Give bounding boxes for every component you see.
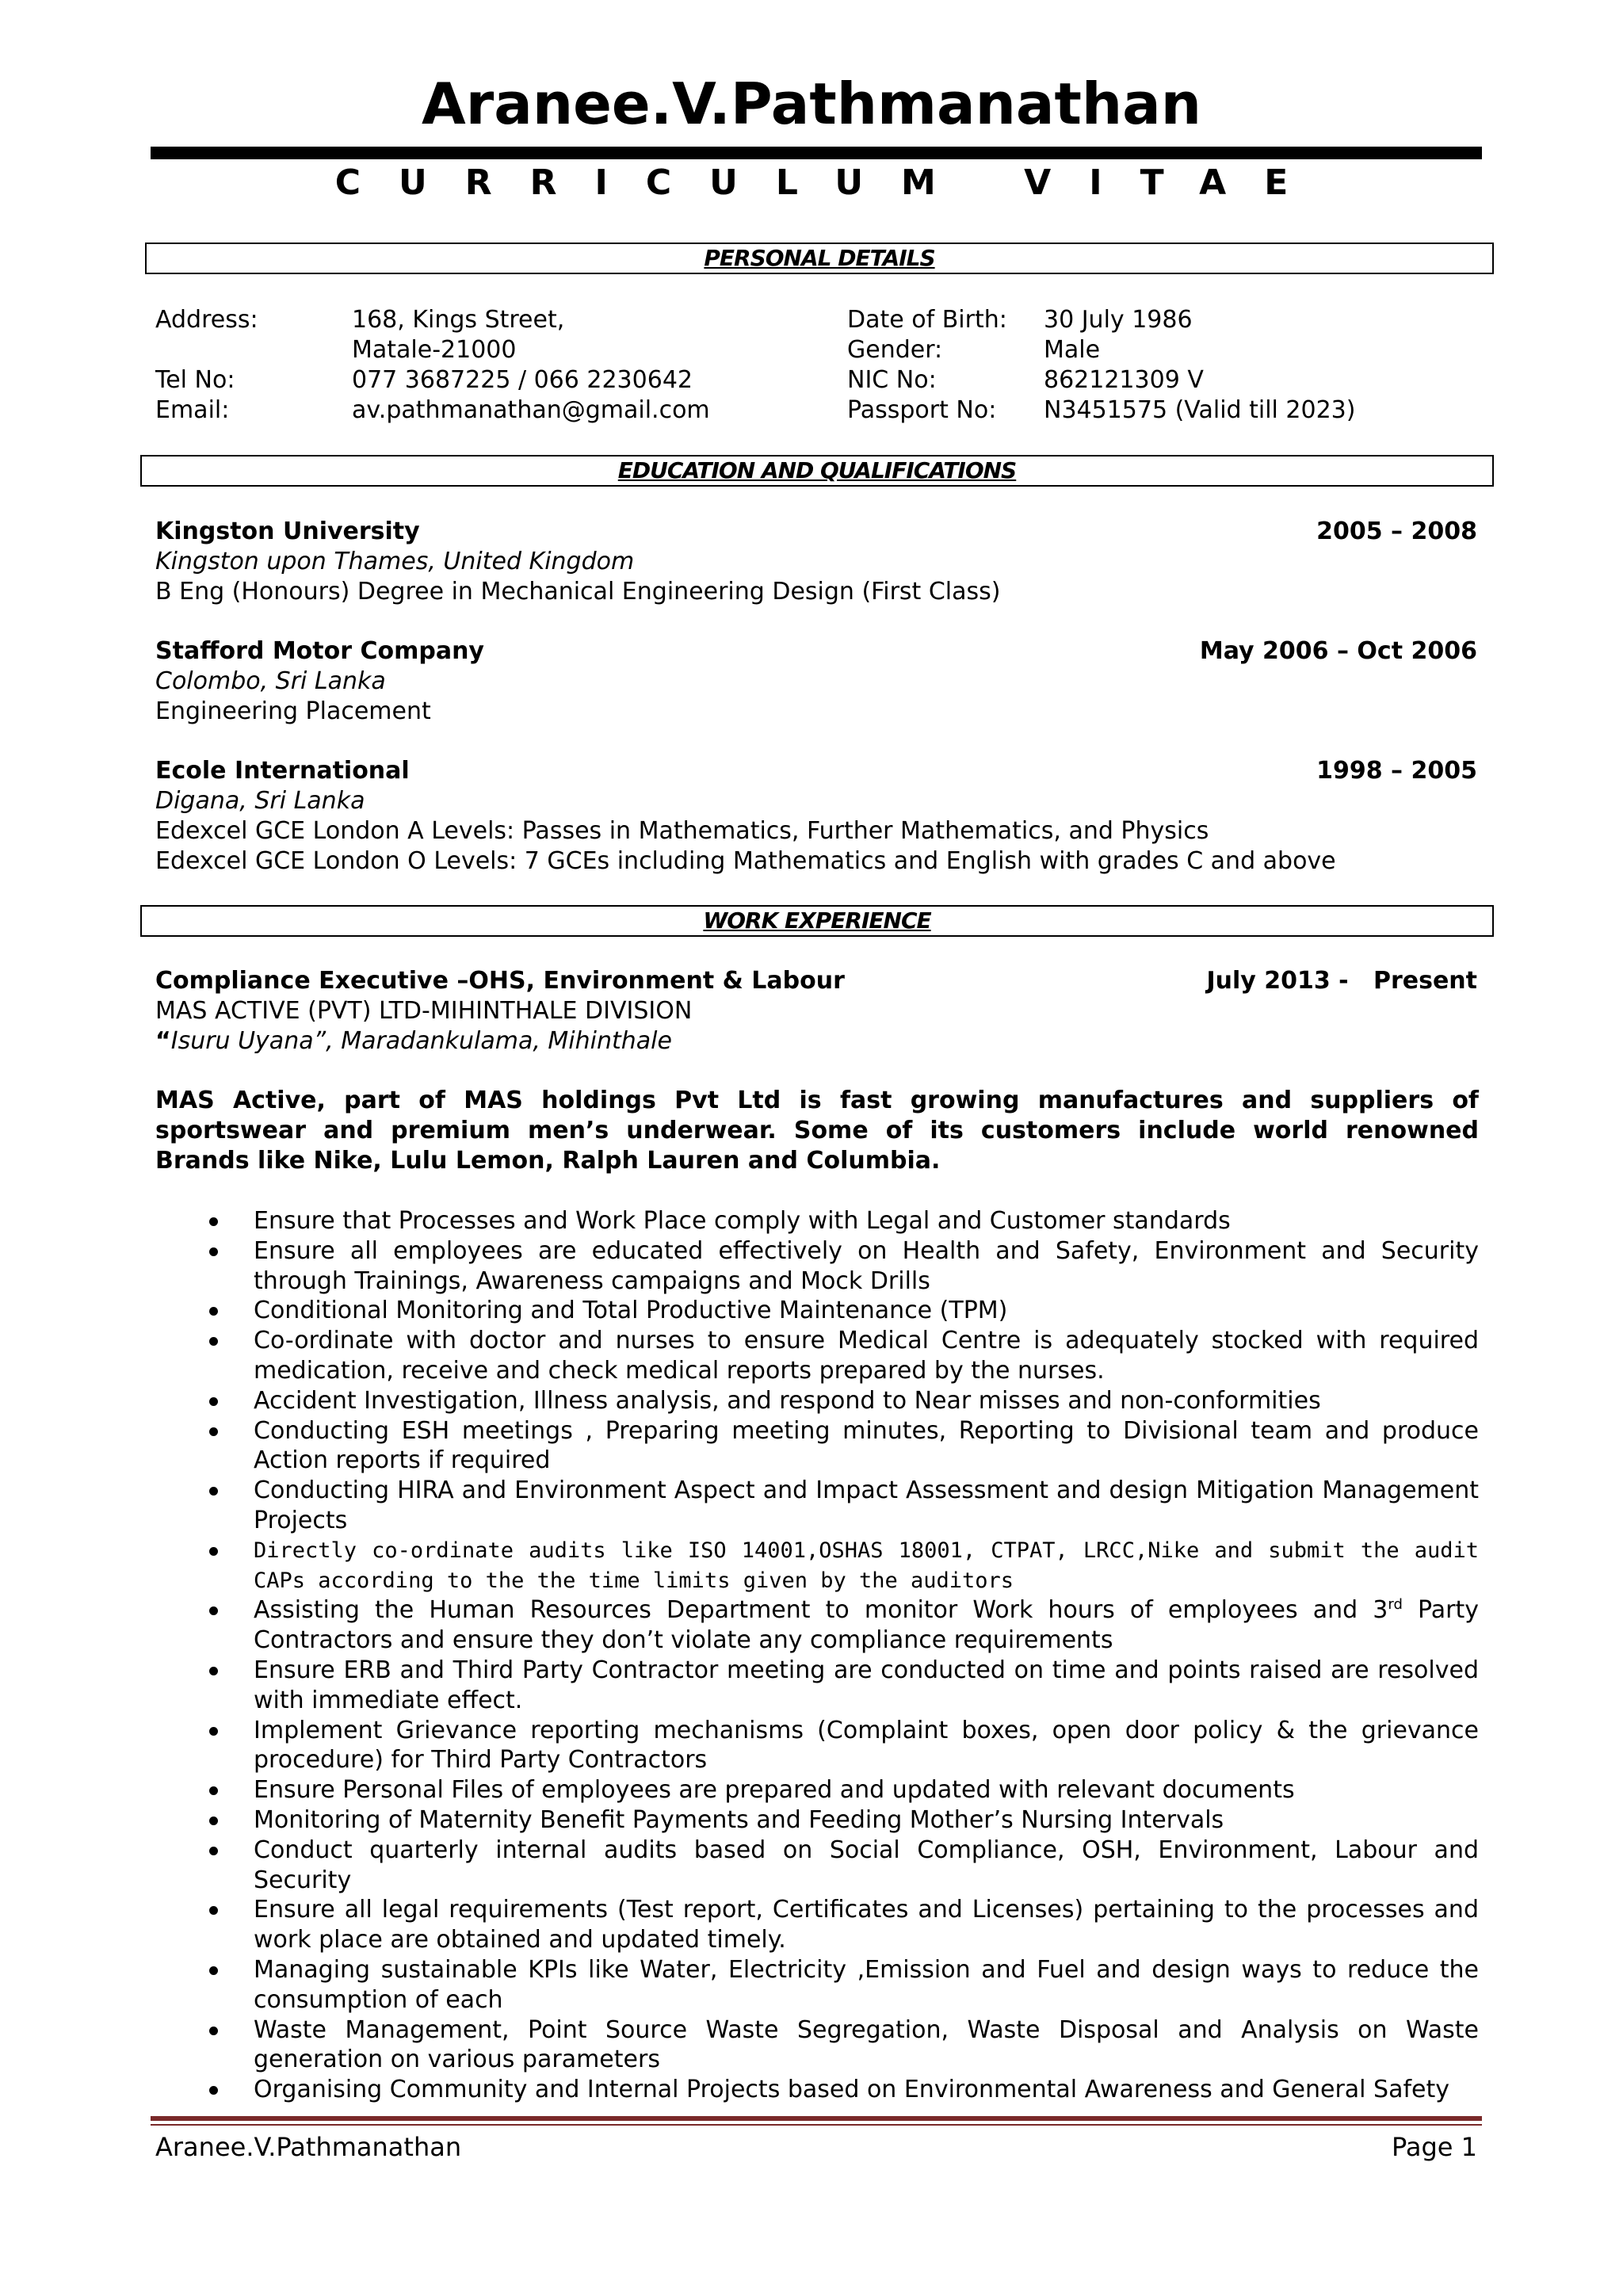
dob-value: 30 July 1986 bbox=[1044, 306, 1193, 334]
gender-value: Male bbox=[1044, 336, 1101, 364]
footer-name: Aranee.V.Pathmanathan bbox=[155, 2132, 462, 2162]
bullet-icon bbox=[209, 1817, 218, 1825]
job-dates: July 2013 - Present bbox=[1206, 967, 1477, 995]
work-experience-heading: WORK EXPERIENCE bbox=[140, 905, 1494, 937]
header-rule bbox=[151, 147, 1482, 159]
list-item: Ensure ERB and Third Party Contractor meeting are conducted on time and points raised are resolved with immediate effect. bbox=[158, 1656, 1479, 1716]
list-item: Conducting ESH meetings , Preparing meeting minutes, Reporting to Divisional team and produce Action reports if required bbox=[158, 1416, 1479, 1477]
edu-institution: Stafford Motor Company bbox=[155, 637, 484, 665]
edu-location: Digana, Sri Lanka bbox=[155, 787, 365, 815]
edu-dates: 2005 – 2008 bbox=[1316, 518, 1477, 545]
edu-institution: Kingston University bbox=[155, 518, 420, 545]
address-line2: Matale-21000 bbox=[352, 336, 517, 364]
bullet-icon bbox=[209, 1307, 218, 1316]
list-item: Implement Grievance reporting mechanisms (Complaint boxes, open door policy & the grievance procedure) for Third Party Contractors bbox=[158, 1716, 1479, 1776]
responsibilities-list bbox=[158, 1206, 1479, 2105]
email-value: av.pathmanathan@gmail.com bbox=[352, 396, 710, 424]
page-number: Page 1 bbox=[1392, 2132, 1477, 2162]
tel-value: 077 3687225 / 066 2230642 bbox=[352, 366, 693, 394]
gender-label: Gender: bbox=[847, 336, 943, 364]
bullet-icon bbox=[209, 2027, 218, 2035]
edu-detail: Edexcel GCE London A Levels: Passes in Mathematics, Further Mathematics, and Physics bbox=[155, 817, 1209, 845]
footer-rule bbox=[151, 2116, 1482, 2121]
document-title: CURRICULUM VITAE bbox=[334, 162, 1327, 203]
education-heading: EDUCATION AND QUALIFICATIONS bbox=[140, 455, 1494, 487]
nic-label: NIC No: bbox=[847, 366, 937, 394]
job-company: MAS ACTIVE (PVT) LTD-MIHINTHALE DIVISION bbox=[155, 997, 693, 1025]
bullet-icon bbox=[209, 1247, 218, 1256]
list-item: Assisting the Human Resources Department to monitor Work hours of employees and 3rd Party Contractors and ensure they don’t violate any compliance requirements bbox=[158, 1595, 1479, 1656]
nic-value: 862121309 V bbox=[1044, 366, 1204, 394]
list-item: Ensure all employees are educated effectively on Health and Safety, Environment and Security through Trainings, Awareness campaigns and Mock Drills bbox=[158, 1236, 1479, 1297]
email-label: Email: bbox=[155, 396, 230, 424]
list-item: Waste Management, Point Source Waste Segregation, Waste Disposal and Analysis on Waste generation on various parameters bbox=[158, 2015, 1479, 2076]
address-line1: 168, Kings Street, bbox=[352, 306, 565, 334]
bullet-icon bbox=[209, 1847, 218, 1855]
edu-location: Kingston upon Thames, United Kingdom bbox=[155, 548, 635, 575]
dob-label: Date of Birth: bbox=[847, 306, 1007, 334]
job-location bbox=[155, 1026, 672, 1056]
job-title: Compliance Executive –OHS, Environment & Labour bbox=[155, 967, 845, 995]
bullet-icon bbox=[209, 1427, 218, 1436]
bullet-icon bbox=[209, 1487, 218, 1496]
bullet-icon bbox=[209, 1397, 218, 1406]
list-item: Managing sustainable KPIs like Water, Electricity ,Emission and Fuel and design ways to reduce the consumption of each bbox=[158, 1955, 1479, 2015]
candidate-name: Aranee.V.Pathmanathan bbox=[422, 71, 1201, 137]
open-quote: “ bbox=[155, 1027, 171, 1055]
personal-details-heading: PERSONAL DETAILS bbox=[145, 243, 1494, 274]
bullet-icon bbox=[209, 1606, 218, 1615]
list-item: Monitoring of Maternity Benefit Payments and Feeding Mother’s Nursing Intervals bbox=[158, 1805, 1479, 1836]
footer-rule-thin bbox=[151, 2124, 1482, 2126]
bullet-icon bbox=[209, 1727, 218, 1736]
edu-detail: B Eng (Honours) Degree in Mechanical Engineering Design (First Class) bbox=[155, 578, 1001, 606]
bullet-icon bbox=[209, 2086, 218, 2095]
list-item: Ensure all legal requirements (Test report, Certificates and Licenses) pertaining to the processes and work place are obtained and updated timely. bbox=[158, 1895, 1479, 1955]
bullet-icon bbox=[209, 1786, 218, 1795]
edu-detail: Edexcel GCE London O Levels: 7 GCEs including Mathematics and English with grades C and above bbox=[155, 847, 1336, 875]
passport-value: N3451575 (Valid till 2023) bbox=[1044, 396, 1356, 424]
job-location-text: Isuru Uyana”, Maradankulama, Mihinthale bbox=[170, 1027, 672, 1055]
list-item: Conditional Monitoring and Total Productive Maintenance (TPM) bbox=[158, 1296, 1479, 1326]
list-item: Conduct quarterly internal audits based on Social Compliance, OSH, Environment, Labour and Security bbox=[158, 1836, 1479, 1896]
bullet-icon bbox=[209, 1966, 218, 1975]
edu-dates: May 2006 – Oct 2006 bbox=[1199, 637, 1477, 665]
list-item: Ensure that Processes and Work Place comply with Legal and Customer standards bbox=[158, 1206, 1479, 1236]
bullet-icon bbox=[209, 1217, 218, 1226]
list-item: Co-ordinate with doctor and nurses to ensure Medical Centre is adequately stocked with required medication, receive and check medical reports prepared by the nurses. bbox=[158, 1326, 1479, 1386]
edu-institution: Ecole International bbox=[155, 757, 410, 785]
edu-dates: 1998 – 2005 bbox=[1316, 757, 1477, 785]
bullet-icon bbox=[209, 1906, 218, 1915]
list-item: Conducting HIRA and Environment Aspect and Impact Assessment and design Mitigation Management Projects bbox=[158, 1476, 1479, 1536]
bullet-icon bbox=[209, 1547, 218, 1556]
edu-location: Colombo, Sri Lanka bbox=[155, 667, 386, 695]
bullet-icon bbox=[209, 1667, 218, 1675]
list-item: Ensure Personal Files of employees are prepared and updated with relevant documents bbox=[158, 1775, 1479, 1805]
edu-detail: Engineering Placement bbox=[155, 697, 431, 725]
passport-label: Passport No: bbox=[847, 396, 997, 424]
list-item: Directly co-ordinate audits like ISO 14001,OSHAS 18001, CTPAT, LRCC,Nike and submit the audit CAPs according to the the time limits given by the auditors bbox=[158, 1536, 1479, 1596]
bullet-icon bbox=[209, 1337, 218, 1346]
company-summary: MAS Active, part of MAS holdings Pvt Ltd is fast growing manufactures and suppliers of sportswear and premium men’s underwear. Some of its customers include world renowned Brands like Nike, Lulu Lemon, Ralph Lauren and Columbia. bbox=[155, 1087, 1479, 1175]
address-label: Address: bbox=[155, 306, 258, 334]
list-item: Accident Investigation, Illness analysis, and respond to Near misses and non-conformities bbox=[158, 1386, 1479, 1416]
list-item: Organising Community and Internal Projects based on Environmental Awareness and General Safety bbox=[158, 2075, 1479, 2105]
tel-label: Tel No: bbox=[155, 366, 235, 394]
